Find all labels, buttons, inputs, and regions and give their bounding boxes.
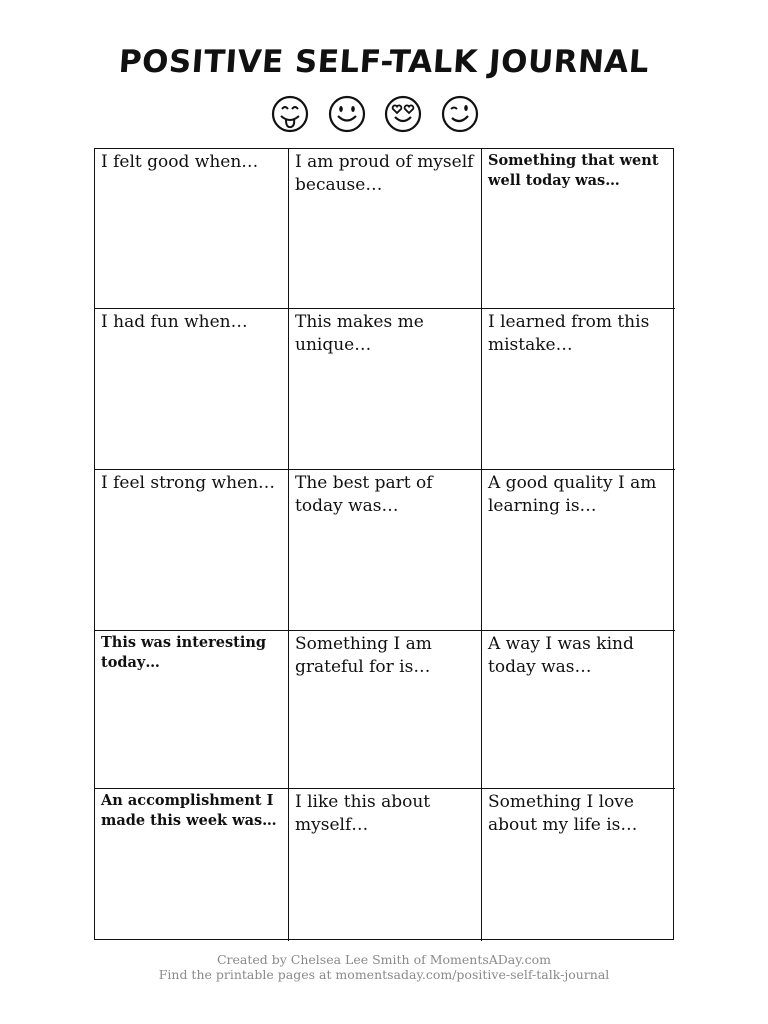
journal-cell: Something I love about my life is…	[488, 792, 638, 835]
page-title: POSITIVE SELF-TALK JOURNAL	[117, 44, 651, 80]
winking-smiley-icon	[440, 94, 480, 134]
journal-cell: I had fun when…	[95, 309, 289, 470]
footer-credit: Created by Chelsea Lee Smith of MomentsADay.com	[216, 952, 552, 967]
tongue-out-smiley-icon	[270, 94, 310, 134]
journal-grid	[94, 148, 674, 940]
emoji-row	[270, 92, 480, 136]
journal-cell: I felt good when…	[95, 149, 289, 309]
journal-cell: This was interesting today…	[95, 631, 289, 789]
journal-cell: A way I was kind today was…	[482, 631, 675, 789]
journal-cell: Something that went well today was…	[482, 149, 675, 309]
journal-cell: I like this about myself…	[289, 789, 482, 941]
journal-cell: A good quality I am learning is…	[482, 470, 675, 631]
journal-cell: An accomplishment I made this week was…	[95, 789, 289, 941]
smiley-icon	[327, 94, 367, 134]
heart-eyes-smiley-icon	[383, 94, 423, 134]
journal-cell: I am proud of myself because…	[289, 149, 482, 309]
journal-cell: Something I am grateful for is…	[289, 631, 482, 789]
journal-cell: This makes me unique…	[289, 309, 482, 470]
journal-cell: The best part of today was…	[289, 470, 482, 631]
journal-cell: I learned from this mistake…	[482, 309, 675, 470]
footer-link: Find the printable pages at momentsaday.com/positive-self-talk-journal	[158, 967, 610, 982]
journal-cell: I feel strong when…	[95, 470, 289, 631]
